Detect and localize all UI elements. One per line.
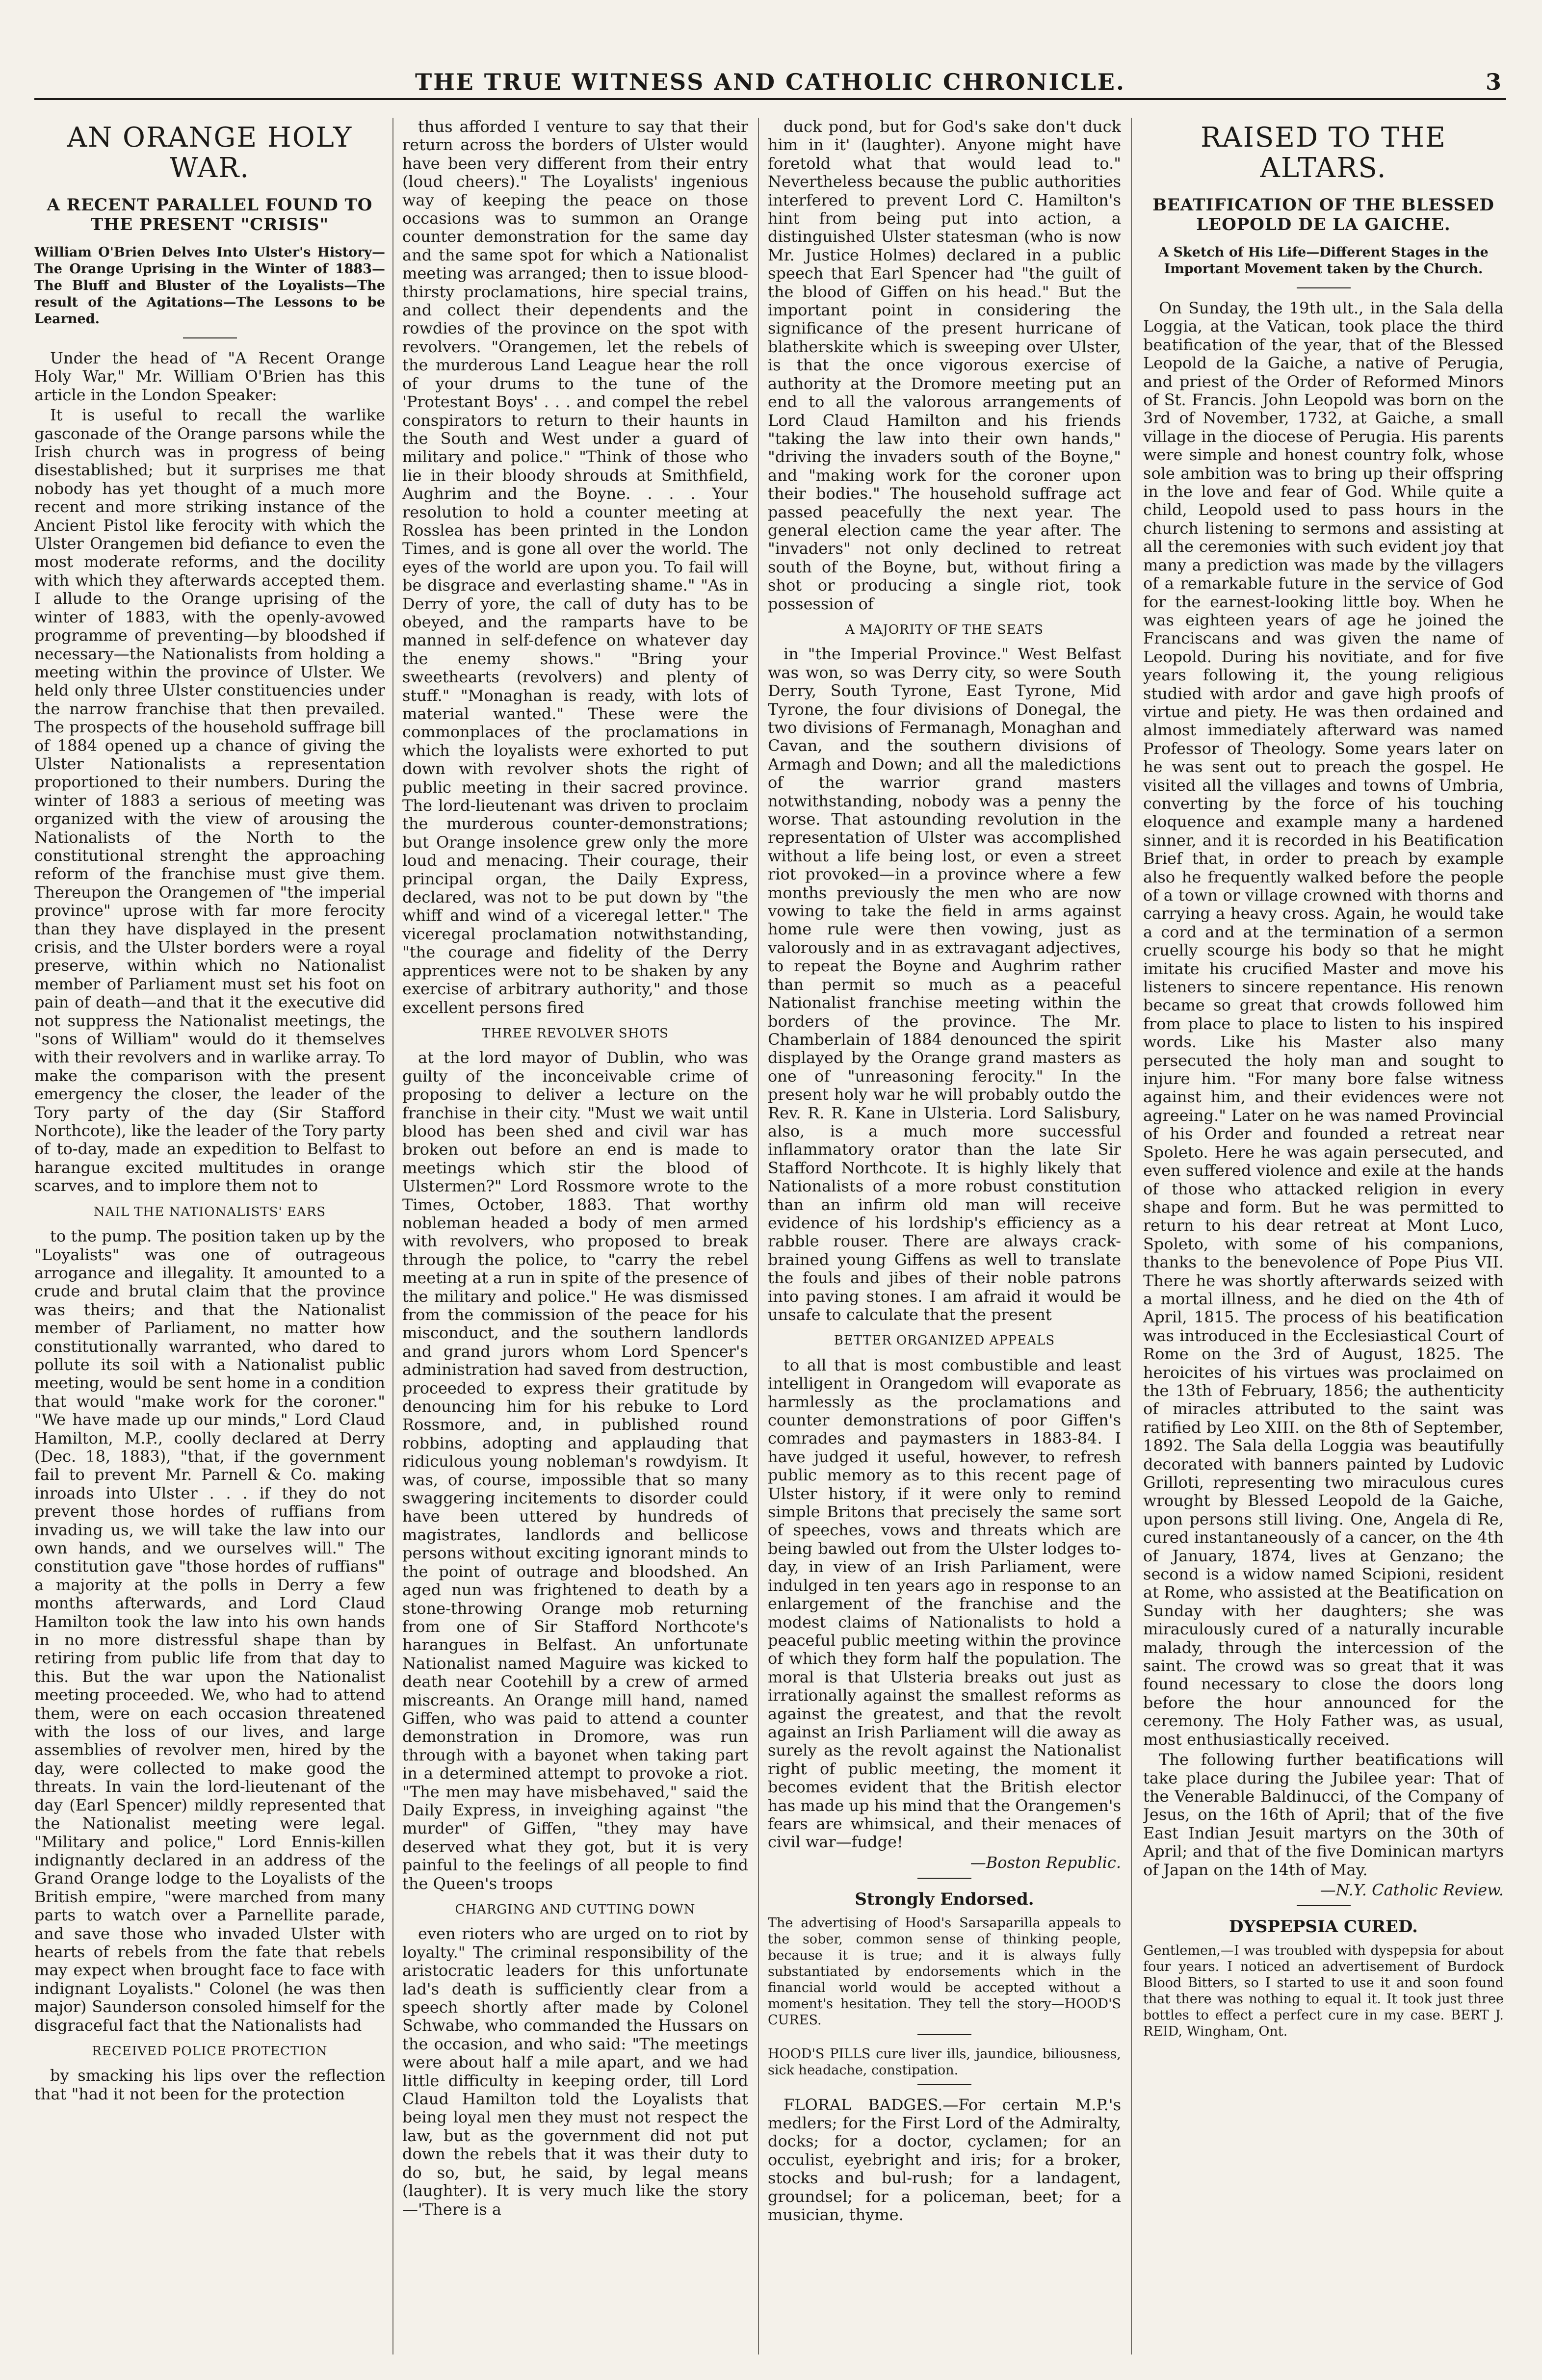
article-subheadline: BEATIFICATION OF THE BLESSED LEOPOLD DE LA GAICHE. [1152, 195, 1494, 234]
article-deck: A Sketch of His Life—Different Stages in the Important Movement taken by the Church. [1158, 245, 1489, 277]
source-credit: —Boston Republic. [970, 1853, 1121, 1872]
article-headline: RAISED TO THE ALTARS. [1201, 122, 1446, 184]
section-subhead: CHARGING AND CUTTING DOWN [455, 1902, 696, 1917]
paragraph: Under the head of "A Recent Orange Holy War," Mr. William O'Brien has this article in the London Speaker: [34, 349, 385, 404]
paragraph: The following further beatifications will take place during the Jubilee year: That of the Venerable Baldinucci, of the Company of Jesus, on the 16th of April; that of the five East Indian Jesuit martyrs on the 30th of April; and that of the five Dominican martyrs of Japan on the 14th of May. [1143, 1750, 1504, 1879]
source-credit: —N.Y. Catholic Review. [1320, 1880, 1504, 1899]
column-rule [758, 118, 759, 2354]
paragraph: by smacking his lips over the reflection that "had it not been for the protection [34, 2066, 385, 2103]
section-subhead: RECEIVED POLICE PROTECTION [92, 2044, 328, 2059]
newspaper-title: THE TRUE WITNESS AND CATHOLIC CHRONICLE. [415, 69, 1126, 95]
divider [1297, 1905, 1351, 1906]
divider [917, 2034, 971, 2035]
divider [917, 1878, 971, 1879]
section-subhead: BETTER ORGANIZED APPEALS [834, 1333, 1055, 1348]
column-3 [768, 118, 1121, 2354]
paragraph: On Sunday, the 19th ult., in the Sala della Loggia, at the Vatican, took place the third beatification of the year, that of the Blessed Leopold de la Gaiche, a native of Perugia, and priest of the Order of Reformed Minors of St. Francis. John Leopold was born on the 3rd of November, 1732, at Gaiche, a small village in the diocese of Perugia. His parents were simple and honest country folk, whose sole ambition was to bring up their offspring in the love and fear of God. While quite a child, Leopold used to pass hours in the church listening to sermons and assisting at all the ceremonies with such evident joy that many a prediction was made by the villagers of a remarkable future in the service of God for the earnest-looking little boy. When he was eighteen years of age he joined the Franciscans and was given the name of Leopold. During his novitiate, and for five years following it, the young religious studied with ardor and gave high proofs of virtue and piety. He was then ordained and almost immediately afterward was named Professor of Theology. Some years later on he was sent out to preach the gospel. He visited all the villages and towns of Umbria, converting by the force of his touching eloquence and example many a hardened sinner, and it is recorded in his Beatification Brief that, in order to preach by example also he frequently walked before the people of a town or village crowned with thorns and carrying a heavy cross. Again, he would take a cord and at the termination of a sermon cruelly scourge his body so that he might imitate his crucified Master and move his listeners to sincere repentance. His renown became so great that crowds followed him from place to place to listen to his inspired words. Like his Master also many persecuted the holy man and sought to injure him. "For many bore false witness against him, and their evidences were not agreeing." Later on he was named Provincial of his Order and founded a retreat near Spoleto. Here he was again persecuted, and even suffered violence and exile at the hands of those who attacked religion in every shape and form. But he was permitted to return to his dear retreat at Mont Luco, Spoleto, with some of his companions, thanks to the benevolence of Pope Pius VII. There he was shortly afterwards seized with a mortal illness, and he died on the 4th of April, 1815. The process of his beatification was introduced in the Ecclesiastical Court of Rome on the 3rd of August, 1825. The heroicites of his virtues was proclaimed on the 13th of February, 1856; the authenticity of miracles attributed to the saint was ratified by Leo XIII. on the 8th of September, 1892. The Sala della Loggia was beautifully decorated with banners painted by Ludovic Grilloti, representing two miraculous cures wrought by Blessed Leopold de la Gaiche, upon persons still living. One, Angela di Re, cured instantaneously of a cancer, on the 4th of January, 1874, lives at Genzano; the second is a widow named Scipioni, resident at Rome, who assisted at the Beatification on Sunday with her daughters; she was miraculously cured of a naturally incurable malady, through the intercession of the saint. The crowd was so great that it was found necessary to close the doors long before the hour announced for the ceremony. The Holy Father was, as usual, most enthusiastically received. [1143, 299, 1504, 1749]
column-1 [34, 118, 385, 2354]
section-subhead: NAIL THE NATIONALISTS' EARS [93, 1204, 326, 1219]
advert-text: HOOD'S PILLS cure liver ills, jaundice, biliousness, sick headache, constipation. [768, 2046, 1121, 2078]
column-rule [1131, 118, 1132, 2354]
paragraph: even rioters who are urged on to riot by loyalty." The criminal responsibility of the aristocratic leaders for this unfortunate lad's death is sufficiently clear from a speech shortly after made by Colonel Schwabe, who commanded the Hussars on the occasion, and who said: "The meetings were about half a mile apart, and we had little difficulty in keeping order, till Lord Claud Hamilton told the Loyalists that being loyal men they must not respect the law, but as the government did not put down the rebels that it was their duty to do so, but, he said, by legal means (laughter). It is very much like the story—'There is a [402, 1924, 748, 2219]
article-subheadline: A RECENT PARALLEL FOUND TO THE PRESENT "CRISIS" [47, 195, 373, 234]
advert-title: Strongly Endorsed. [855, 1889, 1034, 1910]
paragraph: at the lord mayor of Dublin, who was guilty of the inconceivable crime of proposing to deliver a lecture on the franchise in their city. "Must we wait until blood has been shed and civil war has broken out before an end is made to meetings which stir the blood of Ulstermen?" Lord Rossmore wrote to the Times, October, 1883. That worthy nobleman headed a body of men armed with revolvers, who proposed to break through the police, to "carry the rebel meeting at a run in spite of the presence of the military and police." He was dismissed from the commission of the peace for his misconduct, and the southern landlords and grand jurors whom Lord Spencer's administration had saved from destruction, proceeded to express their gratitude by denouncing him for his rebuke to Lord Rossmore, and, in published round robbins, adopting and applauding that ridiculous young nobleman's rowdyism. It was, of course, impossible that so many swaggering incitements to disorder could have been uttered by hundreds of magistrates, landlords and bellicose persons without exciting ignorant minds to the point of outrage and bloodshed. An aged nun was frightened to death by a stone-throwing Orange mob returning from one of Sir Stafford Northcote's harangues in Belfast. An unfortunate Nationalist named Maguire was kicked to death near Cootehill by a crew of armed miscreants. An Orange mill hand, named Giffen, who was paid to attend a counter demonstration in Dromore, was run through with a bayonet when taking part in a determined attempt to provoke a riot. "The men may have misbehaved," said the Daily Express, in inveighing against "the murder" of Giffen, "they may have deserved what they got, but it is very painful to the feelings of all people to find the Queen's troops [402, 1048, 748, 1893]
column-rule [392, 118, 393, 2354]
column-4 [1143, 118, 1504, 2354]
advert-title: DYSPEPSIA CURED. [1228, 1917, 1418, 1937]
paragraph: It is useful to recall the warlike gasconade of the Orange parsons while the Irish church was in progress of being disestablished; but it surprises me that nobody has yet thought of a much more recent and more striking instance of the Ancient Pistol like ferocity with which the Ulster Orangemen bid defiance to even the most moderate reforms, and the docility with which they afterwards accepted them. I allude to the Orange uprising of the winter of 1883, with the openly-avowed programme of preventing—by bloodshed if necessary—the Nationalists from holding a meeting within the province of Ulster. We held only three Ulster constituencies under the narrow franchise that then prevailed. The prospects of the household suffrage bill of 1884 opened up a chance of giving the Ulster Nationalists a representation proportioned to their numbers. During the winter of 1883 a serious of meeting was organized with the view of arousing the Nationalists of the North to the constitutional strenght the approaching reform of the franchise must give them. Thereupon the Orangemen of "the imperial province" uprose with far more ferocity than they have displayed in the present crisis, and the Ulster borders were a royal preserve, within which no Nationalist member of Parliament must set his foot on pain of death—and that it the executive did not suppress the Nationalist meetings, the "sons of William" would do it themselves with their revolvers and in warlike array. To make the comparison with the present emergency the closer, the leader of the Tory party of the day (Sir Stafford Northcote), like the leader of the Tory party of to-day, made an expedition to Belfast to harangue excited multitudes in orange scarves, and to implore them not to [34, 406, 385, 1195]
masthead [34, 64, 1506, 100]
divider [917, 2084, 971, 2085]
paragraph: duck pond, but for God's sake don't duck him in it' (laughter). Anyone might have foretold what that would lead to." Nevertheless because the public authorities interfered to prevent Lord C. Hamilton's hint from being put into action, a distinguished Ulster statesman (who is now Mr. Justice Holmes) declared in a public speech that Earl Spencer had "the guilt of the blood of Giffen on his head." But the important point in considering the significance of the present hurricane of blatherskite which is sweeping over Ulster, is that the once vigorous exercise of authority at the Dromore meeting put an end to all the valorous arrangements of Lord Claud Hamilton and his friends "taking the law into their own hands," "driving the invaders south of the Boyne," and "making work for the coroner upon their bodies." The household suffrage act passed peacefully the next year. The general election came the year after. The "invaders" not only declined to retreat south of the Boyne, but, without firing a shot or producing a single riot, took possession of [768, 118, 1121, 613]
column-2 [402, 118, 748, 2354]
paragraph: FLORAL BADGES.—For certain M.P.'s medlers; for the First Lord of the Admiralty, docks; for a doctor, cyclamen; for an occulist, eyebright and iris; for a broker, stocks and bul-rush; for a landagent, groundsel; for a policeman, beet; for a musician, thyme. [768, 2095, 1121, 2225]
page-number: 3 [1485, 69, 1501, 95]
article-deck: William O'Brien Delves Into Ulster's History—The Orange Uprising in the Winter of 1883—The Bluff and Bluster of the Loyalists—The result of the Agitations—The Lessons to be Learned. [34, 245, 385, 327]
article-headline: AN ORANGE HOLY WAR. [67, 122, 353, 184]
paragraph: to all that is most combustible and least intelligent in Orangedom will evaporate as harmlessly as the proclamations and counter demonstrations of poor Giffen's comrades and paymasters in 1883-84. I have judged it useful, however, to refresh public memory as to this recent page of Ulster history, if it were only to remind simple Britons that precisely the same sort of speeches, vows and threats which are being bawled out from the Ulster lodges to-day, in view of an Irish Parliament, were indulged in ten years ago in response to an enlargement of the franchise and the modest claims of Nationalists to hold a peaceful public meeting within the province of which they form half the population. The moral is that Ulsteria breaks out just as irrationally against the smallest reforms as against the greatest, and that the revolt against an Irish Parliament will die away as surely as the revolt against the Nationalist right of public meeting, the moment it becomes evident that the British elector has made up his mind that the Orangemen's fears are whimsical, and their menaces of civil war—fudge! [768, 1355, 1121, 1852]
section-subhead: THREE REVOLVER SHOTS [482, 1026, 669, 1041]
section-subhead: A MAJORITY OF THE SEATS [845, 622, 1044, 637]
advert-text: The advertising of Hood's Sarsaparilla appeals to the sober, common sense of thinking people, because it is true; and it is always fully substantiated by endorsements which in the financial world would be accepted without a moment's hesitation. They tell the story—HOOD'S CURES. [768, 1915, 1121, 2028]
paragraph: to the pump. The position taken up by the "Loyalists" was one of outrageous arrogance and illegality. It amounted to a crude and brutal claim that the province was theirs; and that the Nationalist member of Parliament, no matter how constitutionally warranted, who dared to pollute its soil with a Nationalist public meeting, would be sent home in a condition that would "make work for the coroner." "We have made up our minds," Lord Claud Hamilton, M.P., coolly declared at Derry (Dec. 18, 1883), "that, if the government fail to prevent Mr. Parnell & Co. making inroads into Ulster . . . if they do not prevent those hordes of ruffians from invading us, we will take the law into our own hands, and we ourselves will." The constitution gave "those hordes of ruffians" a majority at the polls in Derry a few months afterwards, and Lord Claud Hamilton took the law into his own hands in no more distressful shape than by retiring from public life from that day to this. But the war upon the Nationalist meeting proceeded. We, who had to attend them, were on each occasion threatened with the loss of our lives, and large assemblies of revolver men, hired by the day, were collected to make good the threats. In vain the lord-lieutenant of the day (Earl Spencer) mildly represented that the Nationalist meeting were legal. "Military and police," Lord Ennis-killen indignantly declared in an address of the Grand Orange lodge to the Loyalists of the British empire, "were marched from many parts to watch over a Parnellite parade, and save those who invaded Ulster with hearts of rebels from the fate that rebels may expect when brought face to face with indignant Loyalists." Colonel (he was then major) Saunderson consoled himself for the disgraceful fact that the Nationalists had [34, 1227, 385, 2035]
paragraph: in "the Imperial Province." West Belfast was won, so was Derry city, so were South Derry, South Tyrone, East Tyrone, Mid Tyrone, the four divisions of Donegal, the two divisions of Fermanagh, Monaghan and Cavan, and the southern divisions of Armagh and Down; and all the maledictions of the warrior grand masters notwithstanding, nobody was a penny the worse. That astounding revolution in the representation of Ulster was accomplished without a life being lost, or even a street riot provoked—in a province where a few months previously the men who are now vowing to take the field in arms against home rule were then vowing, just as valorously and in as extravagant adjectives, to repeat the Boyne and Aughrim rather than permit so much as a peaceful Nationalist franchise meeting within the borders of the province. The Mr. Chamberlain of 1884 denounced the spirit displayed by the Orange grand masters as one of "unreasoning ferocity." In the present holy war he will probably outdo the Rev. R. R. Kane in Ulsteria. Lord Salisbury, also, is a much more successful inflammatory orator than the late Sir Stafford Northcote. It is highly likely that Nationalists of a more robust constitution than an infirm old man will receive evidence of his lordship's efficiency as a rabble rouser. There are always crack-brained young Giffens as well to translate the fouls and jibes of their noble patrons into paving stones. I am afraid it would be unsafe to calculate that the present [768, 645, 1121, 1324]
paragraph: thus afforded I venture to say that their return across the borders of Ulster would have been very different from their entry (loud cheers)." The Loyalists' ingenious way of keeping the peace on those occasions was to summon an Orange counter demonstration for the same day and the same spot for which a Nationalist meeting was arranged; then to issue blood-thirsty proclamations, hire special trains, and collect their dependents and the rowdies of the province on the spot with revolvers. "Orangemen, let the rebels of the murderous Land League hear the roll of your drums to the tune of the 'Protestant Boys' . . . and compel the rebel conspirators to return to their haunts in the South and West under a guard of military and police." "Think of those who lie in their bloody shrouds at Smithfield, Aughrim and the Boyne. . . . Your resolution to hold a counter meeting at Rosslea has been printed in the London Times, and is gone all over the world. The eyes of the world are upon you. To fail will be disgrace and everlasting shame." "As in Derry of yore, the call of duty has to be obeyed, and the ramparts have to be manned in self-defence on whatever day the enemy shows." "Bring your sweethearts (revolvers) and plenty of stuff." "Monaghan is ready, with lots of material wanted." These were the commonplaces of the proclamations in which the loyalists were exhorted to put down with revolver shots the right of public meeting in their sacred province. The lord-lieutenant was driven to proclaim the murderous counter-demonstrations; but Orange insolence grew only the more loud and menacing. Their courage, their principal organ, the Daily Express, declared, was not to be put down by "the whiff and wind of a viceregal letter." The viceregal proclamation notwithstanding, "the courage and fidelity of the Derry apprentices were not to be shaken by any exercise of arbitrary authority," and those excellent persons fired [402, 118, 748, 1017]
divider [183, 337, 237, 338]
divider [1297, 287, 1351, 288]
advert-text: Gentlemen,—I was troubled with dyspepsia for about four years. I noticed an advertisement of Burdock Blood Bitters, so I started to use it and soon found that there was nothing to equal it. It took just three bottles to effect a perfect cure in my case. BERT J. REID, Wingham, Ont. [1143, 1942, 1504, 2039]
